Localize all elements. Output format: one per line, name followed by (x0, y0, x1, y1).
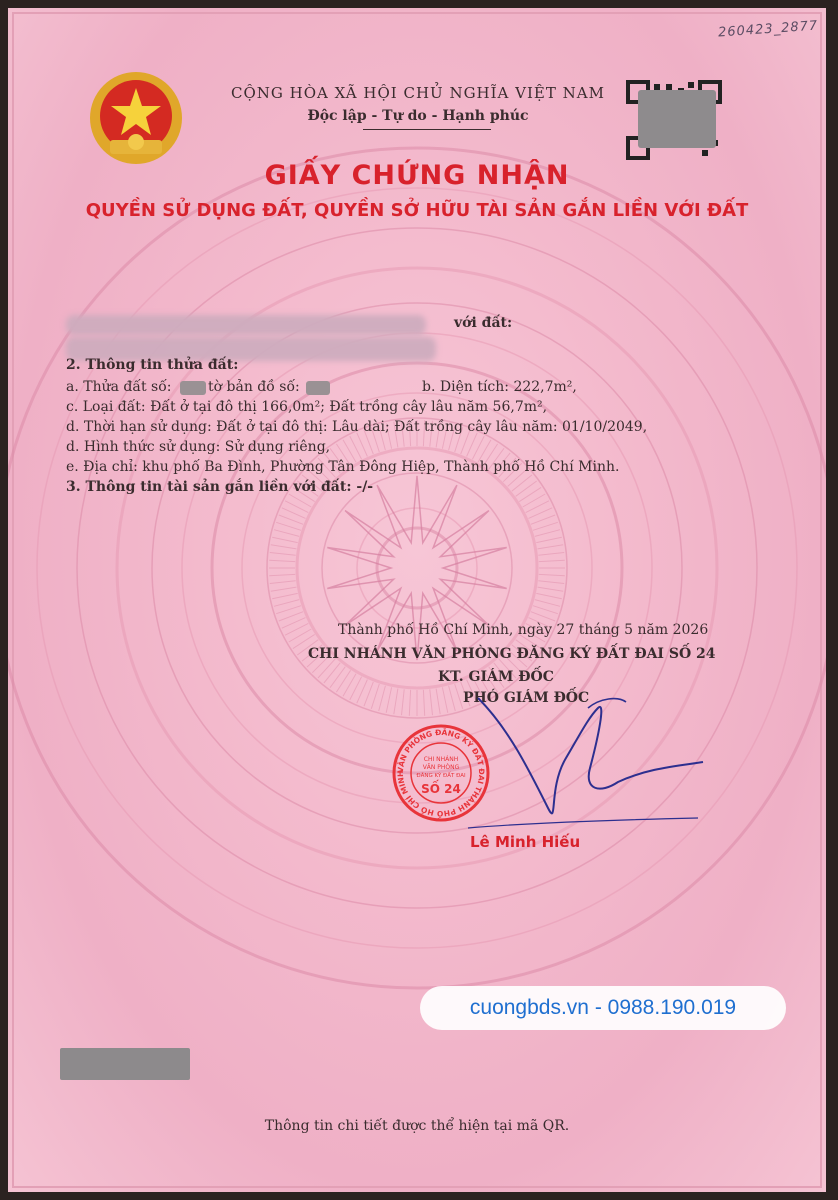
drum-hatch (343, 674, 356, 697)
drum-hatch (512, 475, 532, 491)
drum-hatch (535, 530, 560, 537)
national-emblem-icon (88, 70, 184, 166)
map-sheet-label: tờ bản đồ số: (208, 379, 300, 395)
drum-hatch (536, 593, 562, 598)
drum-hatch (442, 687, 447, 713)
parcel-number-redaction (180, 381, 206, 395)
seal-line-3: ĐĂNG KÝ ĐẤT ĐAI (416, 773, 466, 779)
drum-hatch (430, 689, 433, 715)
drum-hatch (523, 494, 546, 507)
drum-ring (8, 148, 826, 988)
drum-hatch (394, 689, 398, 715)
drum-hatch (538, 545, 564, 549)
drum-hatch (269, 574, 295, 575)
signer-name: Lê Minh Hiếu (470, 833, 581, 851)
seal-line-1: CHI NHÁNH (423, 756, 459, 763)
national-motto: Độc lập - Tự do - Hạnh phúc (307, 108, 529, 124)
drum-hatch (538, 553, 564, 556)
map-sheet-redaction (306, 381, 330, 395)
section-1-visible-text: với đất: (454, 315, 513, 331)
drum-hatch (539, 574, 565, 575)
drum-ring (357, 508, 477, 628)
country-name: CỘNG HÒA XÃ HỘI CHỦ NGHĨA VIỆT NAM (231, 84, 605, 102)
drum-hatch (272, 537, 298, 542)
drum-hatch (289, 494, 312, 507)
drum-hatch (436, 689, 440, 715)
seal-ring-text: VĂN PHÒNG ĐĂNG KÝ ĐẤT ĐAI THÀNH PHỐ HỒ CHÍ MINH (395, 727, 487, 819)
certificate-title: GIẤY CHỨNG NHẬN (264, 160, 570, 191)
drum-hatch (279, 612, 303, 621)
drum-hatch (402, 689, 405, 715)
drum-hatch (289, 629, 312, 642)
corner-handwritten-note: 260423_2877 (717, 18, 819, 41)
area-value: b. Diện tích: 222,7m², (422, 379, 577, 395)
drum-hatch (386, 687, 391, 713)
section-3-assets: 3. Thông tin tài sản gắn liền với đất: -/- (66, 479, 374, 495)
drum-hatch (270, 581, 296, 584)
drum-hatch (274, 530, 299, 537)
serial-number-redaction (60, 1048, 190, 1080)
drum-hatch (336, 670, 350, 692)
drum-hatch (531, 612, 555, 621)
parcel-number-label: a. Thửa đất số: (66, 379, 172, 395)
drum-hatch (276, 606, 301, 614)
drum-hatch (519, 487, 541, 501)
qr-footer-note: Thông tin chi tiết được thể hiện tại mã QR. (264, 1118, 570, 1134)
drum-hatch (531, 515, 555, 524)
drum-hatch (330, 667, 345, 688)
drum-hatch (538, 587, 564, 591)
drum-hatch (272, 593, 298, 598)
qr-code-redaction (638, 90, 716, 148)
redaction-owner-line (66, 315, 426, 335)
drum-hatch (536, 537, 562, 542)
certificate-subtitle: QUYỀN SỬ DỤNG ĐẤT, QUYỀN SỞ HỮU TÀI SẢN GẮN LIỀN VỚI ĐẤT (85, 200, 749, 221)
drum-hatch (269, 560, 295, 561)
drum-hatch (535, 600, 560, 607)
drum-hatch (271, 545, 297, 549)
drum-hatch (364, 682, 373, 706)
drum-hatch (271, 587, 297, 591)
land-type: c. Loại đất: Đất ở tại đô thị 166,0m²; Đất trồng cây lâu năm 56,7m², (66, 399, 548, 415)
handwritten-signature (448, 678, 708, 838)
seal-number: SỐ 24 (421, 782, 461, 796)
certificate-document (8, 8, 826, 1192)
issuing-office: CHI NHÁNH VĂN PHÒNG ĐĂNG KÝ ĐẤT ĐAI SỐ 24 (308, 646, 716, 662)
drum-hatch (533, 606, 558, 614)
seal-line-2: VĂN PHÒNG (422, 764, 460, 771)
deputy-director-title: PHÓ GIÁM ĐỐC (463, 690, 590, 706)
drum-hatch (538, 581, 564, 584)
drum-hatch (516, 481, 537, 496)
motto-underline (363, 129, 491, 130)
drum-hatch (279, 515, 303, 524)
usage-form: d. Hình thức sử dụng: Sử dụng riêng, (66, 439, 331, 455)
drum-hatch (276, 522, 301, 530)
drum-hatch (539, 560, 565, 561)
drum-hatch (371, 684, 379, 709)
drum-hatch (379, 686, 386, 711)
section-2-label: 2. Thông tin thửa đất: (66, 357, 239, 373)
drum-hatch (274, 600, 299, 607)
watermark-banner: cuongbds.vn - 0988.190.019 (420, 986, 786, 1030)
drum-hatch (270, 553, 296, 556)
usage-duration: d. Thời hạn sử dụng: Đất ở tại đô thị: Lâu dài; Đất trồng cây lâu năm: 01/10/2049, (66, 419, 648, 435)
drum-hatch (409, 690, 410, 716)
signing-date: Thành phố Hồ Chí Minh, ngày 27 tháng 5 năm 2026 (338, 622, 709, 638)
kt-director: KT. GIÁM ĐỐC (438, 669, 554, 685)
drum-hatch (324, 663, 340, 683)
drum-hatch (423, 690, 424, 716)
drum-hatch (533, 522, 558, 530)
land-address: e. Địa chỉ: khu phố Ba Đình, Phường Tân Đông Hiệp, Thành phố Hồ Chí Minh. (66, 459, 620, 475)
